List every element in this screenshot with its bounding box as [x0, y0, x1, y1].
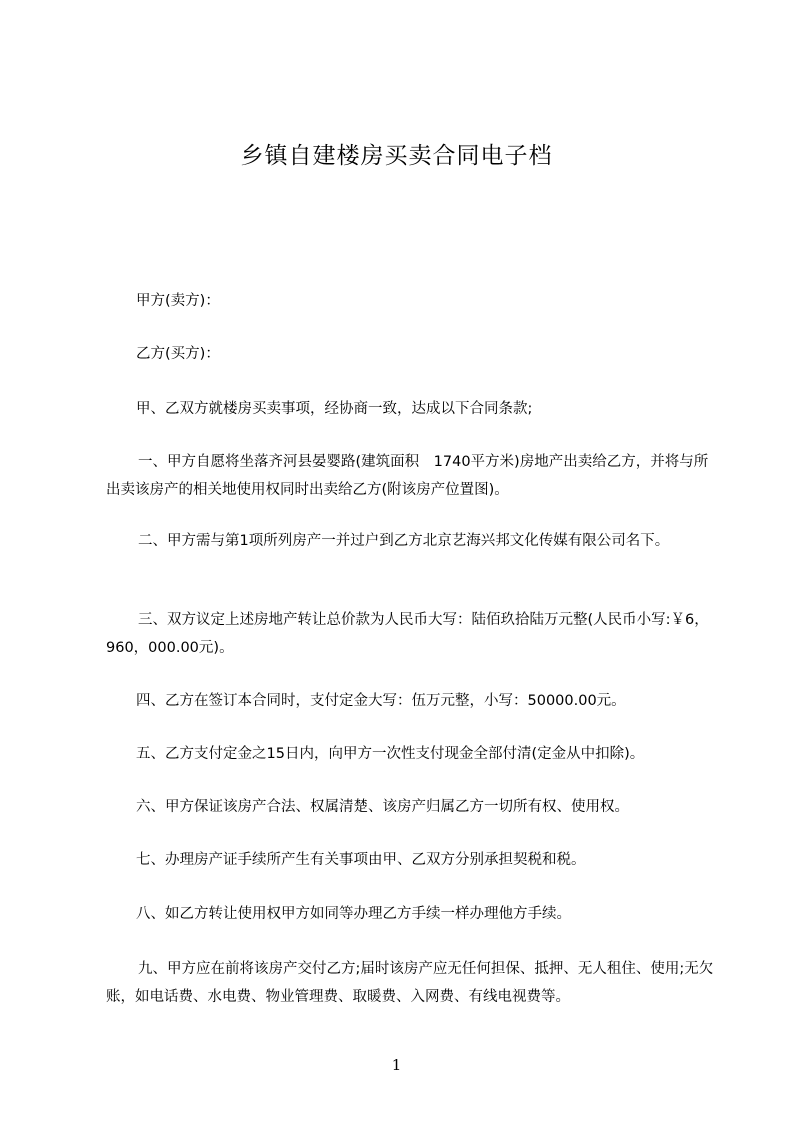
intro-paragraph: 甲、乙双方就楼房买卖事项，经协商一致，达成以下合同条款;: [136, 401, 533, 417]
clause-8: 八、如乙方转让使用权甲方如同等办理乙方手续一样办理他方手续。: [136, 906, 571, 922]
clause-2: 二、甲方需与第1项所列房产一并过户到乙方北京艺海兴邦文化传媒有限公司名下。: [138, 533, 670, 549]
clause-4: 四、乙方在签订本合同时，支付定金大写：伍万元整，小写：50000.00元。: [136, 693, 626, 709]
clause-7: 七、办理房产证手续所产生有关事项由甲、乙双方分别承担契税和税。: [136, 852, 586, 868]
clause-5: 五、乙方支付定金之15日内，向甲方一次性支付现金全部付清(定金从中扣除)。: [136, 746, 645, 762]
clause-3: 三、双方议定上述房地产转让总价款为人民币大写：陆佰玖拾陆万元整(人民币小写:￥6，960，000.00元)。: [106, 612, 709, 656]
clause-9: 九、甲方应在前将该房产交付乙方;届时该房产应无任何担保、抵押、无人租住、使用;无欠账，如电话费、水电费、物业管理费、取暖费、入网费、有线电视费等。: [106, 961, 714, 1005]
clause-6: 六、甲方保证该房产合法、权属清楚、该房产归属乙方一切所有权、使用权。: [136, 799, 629, 815]
page-number: 1: [391, 1056, 402, 1074]
party-a-label: 甲方(卖方)：: [136, 293, 220, 309]
clause-1: 一、甲方自愿将坐落齐河县晏婴路(建筑面积 1740平方米)房地产出卖给乙方，并将与所出卖该房产的相关地使用权同时出卖给乙方(附该房产位置图)。: [106, 454, 709, 498]
party-b-label: 乙方(买方)：: [136, 346, 220, 362]
page-title: 乡镇自建楼房买卖合同电子档: [240, 143, 553, 169]
